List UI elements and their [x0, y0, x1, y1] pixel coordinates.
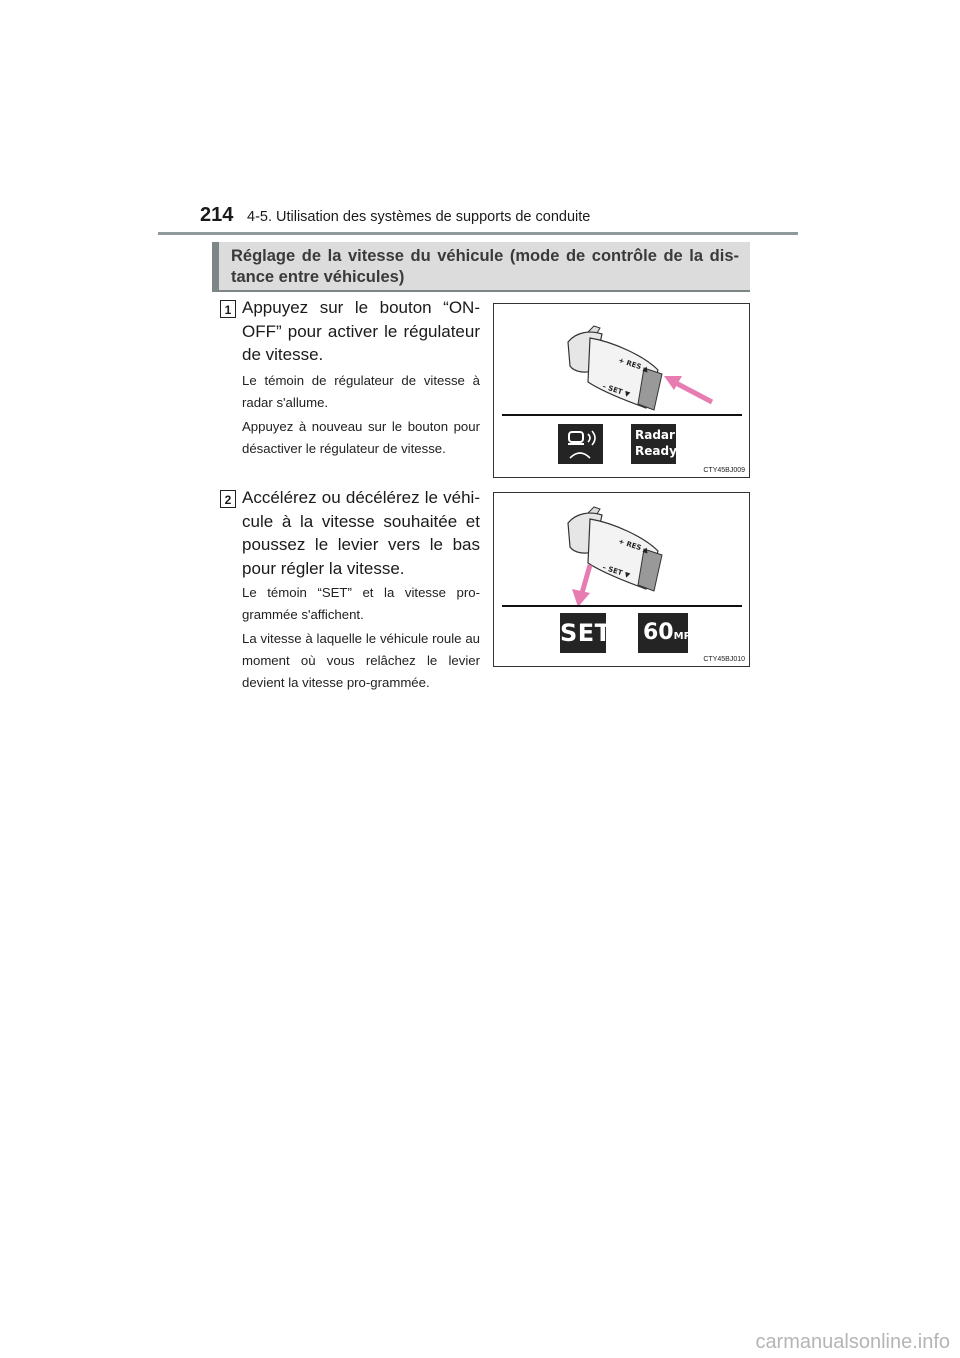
- speed-unit: MPH: [673, 631, 700, 642]
- watermark: carmanualsonline.info: [755, 1331, 950, 1353]
- speed-display: [638, 613, 700, 653]
- header-divider: [158, 232, 798, 235]
- figure-cruise-on-off: [493, 303, 750, 478]
- section-heading-box: [212, 242, 750, 292]
- step-number-badge: 2: [220, 490, 236, 508]
- figure-divider: [502, 605, 742, 607]
- svg-text:+ RES ▲: + RES ▲: [617, 356, 650, 374]
- step-note: Le témoin “SET” et la vitesse pro-grammée s'affichent.: [242, 585, 480, 622]
- step-instruction: Appuyez sur le bouton “ON-OFF” pour activer le régulateur de vitesse.: [242, 298, 480, 364]
- radar-ready-display: Radar Ready: [631, 424, 676, 464]
- cruise-lever-illustration: [494, 493, 750, 667]
- step-note: La vitesse à laquelle le véhicule roule au moment où vous relâchez le levier devient la vitesse pro-grammée.: [242, 631, 480, 690]
- svg-text:– SET ▼: – SET ▼: [601, 563, 631, 580]
- set-indicator-display: SET: [560, 613, 606, 653]
- figure-code: CTY45BJ010: [703, 656, 745, 663]
- step-note: Le témoin de régulateur de vitesse à radar s'allume.: [242, 373, 480, 410]
- figure-set-speed: [493, 492, 750, 667]
- page-number: 214: [200, 204, 234, 226]
- chapter-title: 4-5. Utilisation des systèmes de supports de conduite: [247, 209, 591, 225]
- step-number-badge: 1: [220, 300, 236, 318]
- figure-code: CTY45BJ009: [703, 467, 745, 474]
- cruise-lever-illustration: [494, 304, 750, 478]
- speed-value: 60: [643, 620, 674, 645]
- step-instruction: Accélérez ou décélérez le véhi-cule à la vitesse souhaitée et poussez le levier vers le bas pour régler la vitesse.: [242, 488, 480, 578]
- radar-cruise-icon: [558, 424, 603, 464]
- svg-text:– SET ▼: – SET ▼: [601, 382, 631, 399]
- figure-divider: [502, 414, 742, 416]
- svg-text:+ RES ▲: + RES ▲: [617, 537, 650, 555]
- step-note: Appuyez à nouveau sur le bouton pour désactiver le régulateur de vitesse.: [242, 419, 480, 456]
- section-title: Réglage de la vitesse du véhicule (mode de contrôle de la dis-tance entre véhicules): [231, 247, 739, 286]
